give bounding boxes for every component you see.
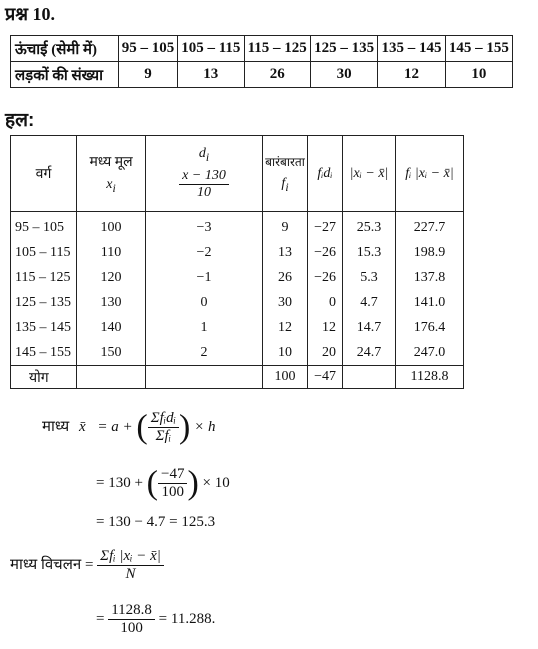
cell-fd: −27 [308, 212, 343, 241]
cell-fabsdev: 137.8 [396, 265, 464, 290]
class-cell: 95 – 105 [119, 36, 178, 62]
total-row [11, 366, 464, 389]
mean-numerator: Σfᵢdᵢ [148, 410, 179, 428]
cell-class: 125 – 135 [11, 290, 77, 315]
mean-label: माध्य [42, 418, 70, 435]
class-cell: 145 – 155 [445, 36, 512, 62]
header-mid-sub: i [112, 181, 116, 195]
header-mid-symbol: x [106, 177, 113, 193]
table-row [11, 315, 464, 340]
cell-mid: 120 [77, 265, 146, 290]
mean-times: × h [194, 418, 216, 435]
mean-deviation-formula [10, 548, 164, 583]
mean-denominator: Σfᵢ [155, 428, 172, 444]
cell-fabsdev: 227.7 [396, 212, 464, 241]
cell-freq: 13 [263, 240, 308, 265]
cell-fd: −26 [308, 240, 343, 265]
header-freq [263, 136, 308, 212]
cell-absdev: 15.3 [343, 240, 396, 265]
cell-d: −2 [146, 240, 263, 265]
cell-d: 0 [146, 290, 263, 315]
cell-fabsdev: 141.0 [396, 290, 464, 315]
cell-class: 135 – 145 [11, 315, 77, 340]
header-fabsdev: fᵢ |xᵢ − x̄| [396, 136, 464, 212]
cell-freq: 9 [263, 212, 308, 241]
cell-fabsdev: 247.0 [396, 340, 464, 366]
cell-fabsdev: 176.4 [396, 315, 464, 340]
class-cell: 105 – 115 [178, 36, 244, 62]
cell-d: 2 [146, 340, 263, 366]
count-cell: 26 [244, 62, 310, 88]
cell-d: −3 [146, 212, 263, 241]
cell-d: 1 [146, 315, 263, 340]
class-cell: 135 – 145 [378, 36, 445, 62]
md-denominator: N [125, 566, 136, 582]
header-freq-symbol: f [281, 176, 286, 192]
final-numerator: 1128.8 [108, 602, 155, 620]
total-fd: −47 [308, 366, 343, 389]
step1-numerator: −47 [158, 466, 187, 484]
header-fd: fᵢdᵢ [308, 136, 343, 212]
mean-step2: = 130 − 4.7 = 125.3 [96, 514, 216, 530]
final-eq: = [96, 610, 105, 627]
total-fabsdev: 1128.8 [396, 366, 464, 389]
cell-freq: 10 [263, 340, 308, 366]
mean-formula: माध्य x̄ = a + ( $\frac{\text{Σfᵢdᵢ}}{\text{Σfᵢ}}$ ) × h [42, 408, 216, 446]
step1-denominator: 100 [161, 484, 184, 500]
solution-label: हल: [5, 110, 35, 131]
cell-absdev: 14.7 [343, 315, 396, 340]
height-row [11, 36, 513, 62]
cell-fd: −26 [308, 265, 343, 290]
header-mid [77, 136, 146, 212]
cell-class: 95 – 105 [11, 212, 77, 241]
mean-symbol: x̄ [78, 418, 86, 435]
cell-absdev: 25.3 [343, 212, 396, 241]
header-row [11, 136, 464, 212]
header-freq-label: बारंबारता [265, 155, 305, 170]
solution-table [10, 135, 464, 389]
table-row [11, 265, 464, 290]
table-row [11, 212, 464, 241]
height-frequency-table [10, 35, 513, 88]
header-d-denominator: 10 [196, 184, 211, 200]
header-d-sub: i [205, 150, 210, 164]
cell-absdev: 4.7 [343, 290, 396, 315]
cell-absdev: 24.7 [343, 340, 396, 366]
count-cell: 12 [378, 62, 445, 88]
class-cell: 115 – 125 [244, 36, 310, 62]
total-freq: 100 [263, 366, 308, 389]
cell-fd: 0 [308, 290, 343, 315]
count-cell: 10 [445, 62, 512, 88]
mean-step1: = 130 + ( $\frac{-47}{100}$ ) × 10 [96, 464, 230, 502]
step1-times: × 10 [202, 474, 230, 491]
mean-formula-a: = a + [97, 418, 133, 435]
header-d-symbol: d [198, 146, 206, 162]
md-numerator: Σfᵢ |xᵢ − x̄| [97, 548, 164, 566]
question-title: प्रश्न 10. [5, 4, 55, 24]
cell-mid: 100 [77, 212, 146, 241]
cell-freq: 26 [263, 265, 308, 290]
table-row [11, 290, 464, 315]
cell-fd: 20 [308, 340, 343, 366]
header-deviation [146, 136, 263, 212]
cell-fd: 12 [308, 315, 343, 340]
cell-mid: 110 [77, 240, 146, 265]
final-value: = 11.288. [158, 610, 216, 627]
cell-fabsdev: 198.9 [396, 240, 464, 265]
header-d-numerator: x − 130 [179, 168, 229, 185]
table-row [11, 340, 464, 366]
cell-d: −1 [146, 265, 263, 290]
header-freq-sub: i [285, 180, 289, 194]
cell-mid: 130 [77, 290, 146, 315]
cell-class: 145 – 155 [11, 340, 77, 366]
height-label: ऊंचाई (सेमी में) [11, 36, 119, 62]
count-row [11, 62, 513, 88]
step1-left: = 130 + [96, 474, 143, 491]
header-mid-label: मध्य मूल [89, 155, 133, 171]
cell-class: 105 – 115 [11, 240, 77, 265]
header-class: वर्ग [11, 136, 77, 212]
final-denominator: 100 [120, 620, 143, 636]
count-cell: 13 [178, 62, 244, 88]
md-eq: = [84, 556, 94, 573]
cell-freq: 12 [263, 315, 308, 340]
cell-freq: 30 [263, 290, 308, 315]
header-absdev: |xᵢ − x̄| [343, 136, 396, 212]
total-label: योग [11, 366, 77, 389]
cell-mid: 150 [77, 340, 146, 366]
cell-absdev: 5.3 [343, 265, 396, 290]
table-row [11, 240, 464, 265]
count-cell: 30 [310, 62, 377, 88]
final-result [96, 602, 215, 637]
md-label: माध्य विचलन [10, 556, 82, 573]
class-cell: 125 – 135 [310, 36, 377, 62]
count-cell: 9 [119, 62, 178, 88]
cell-class: 115 – 125 [11, 265, 77, 290]
cell-mid: 140 [77, 315, 146, 340]
count-label: लड़कों की संख्या [11, 62, 119, 88]
